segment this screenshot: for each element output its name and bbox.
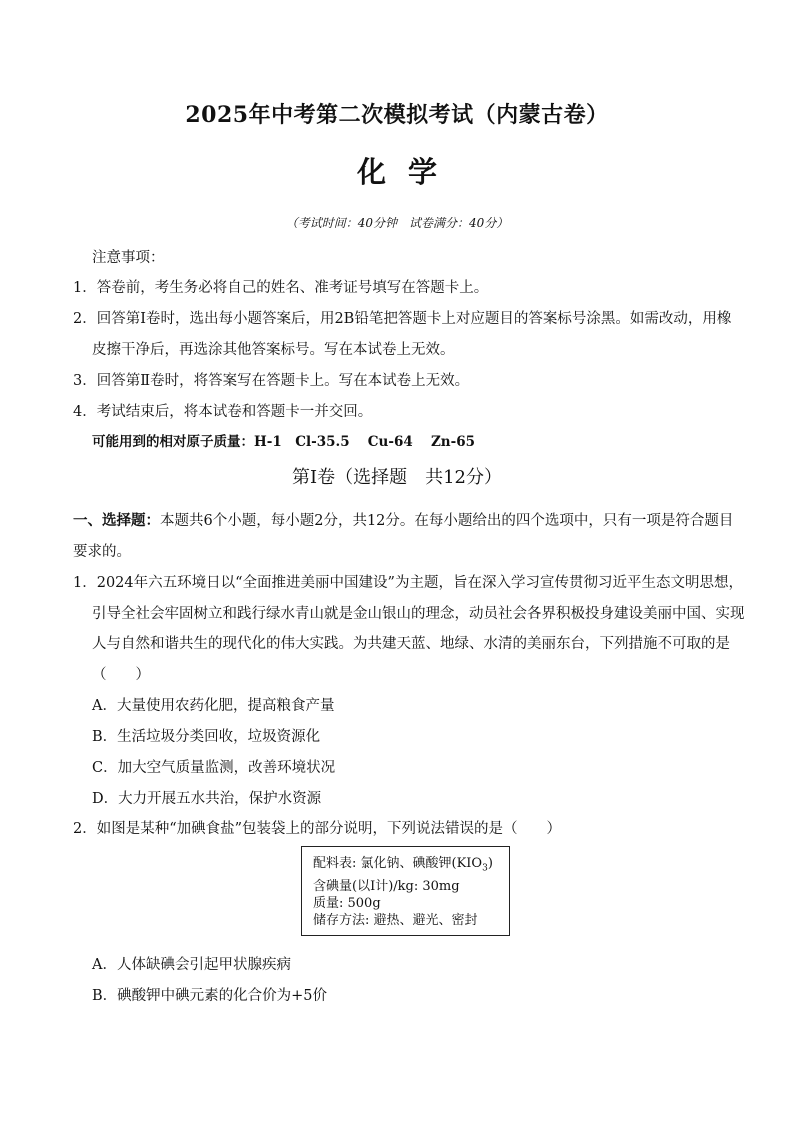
q1-stem-line: 引导全社会牢固树立和践行绿水青山就是金山银山的理念，动员社会各界积极投身建设美丽中国、实现 [92,606,745,622]
note-item-2: 2．回答第Ⅰ卷时，选出每小题答案后，用2B铅笔把答题卡上对应题目的答案标号涂黑。如需改动，用橡 [73,311,732,327]
q2-stem: 2．如图是某种“加碘食盐”包装袋上的部分说明，下列说法错误的是（ ） [73,821,562,837]
notes-heading: 注意事项： [92,250,165,266]
note-item-1: 1．答卷前，考生务必将自己的姓名、准考证号填写在答题卡上。 [73,280,489,296]
part1-label: 一、选择题： [73,512,160,529]
subject-title: 化学 [356,155,459,189]
salt-label-iodine-content: 含碘量(以I计)/kg: 30mg [313,878,460,894]
part1-instruction-cont: 要求的。 [73,544,131,560]
q1-option-a: A．大量使用农药化肥，提高粮食产量 [92,698,335,714]
part1-instruction-text: 本题共6个小题，每小题2分，共12分。在每小题给出的四个选项中，只有一项是符合题目 [160,513,734,529]
q1-option-c: C．加大空气质量监测，改善环境状况 [92,760,336,776]
atomic-masses: 可能用到的相对原子质量：H-1 Cl-35.5 Cu-64 Zn-65 [92,434,476,450]
section-title: 第Ⅰ卷（选择题 共12分） [291,467,502,488]
note-item-3: 3．回答第Ⅱ卷时，将答案写在答题卡上。写在本试卷上无效。 [73,373,470,389]
salt-label-ingredients: 配料表: 氯化钠、碘酸钾$(KIO_3)$ [313,856,493,874]
exam-time-score: （考试时间：40分钟 试卷满分：40分） [285,216,509,230]
note-item-4: 4．考试结束后，将本试卷和答题卡一并交回。 [73,404,373,420]
salt-label-mass: 质量: 500g [313,895,381,911]
salt-label-storage: 储存方法: 避热、避光、密封 [313,912,478,928]
exam-title: 2025年中考第二次模拟考试（内蒙古卷） [185,102,609,128]
q1-answer-bracket: （ ） [92,667,150,683]
q1-option-b: B．生活垃圾分类回收，垃圾资源化 [92,729,321,745]
q1-option-d: D．大力开展五水共治，保护水资源 [92,791,322,807]
salt-label-box [301,846,510,936]
q2-option-a: A．人体缺碘会引起甲状腺疾病 [92,957,291,973]
q1-stem-line: 1．2024年六五环境日以“全面推进美丽中国建设”为主题，旨在深入学习宣传贯彻习近平生态文明思想， [73,575,743,591]
note-item-2-cont: 皮擦干净后，再选涂其他答案标号。写在本试卷上无效。 [92,342,455,358]
q1-stem-line: 人与自然和谐共生的现代化的伟大实践。为共建天蓝、地绿、水清的美丽东台，下列措施不可取的是 [92,636,730,652]
q2-option-b: B．碘酸钾中碘元素的化合价为+5价 [92,988,328,1004]
